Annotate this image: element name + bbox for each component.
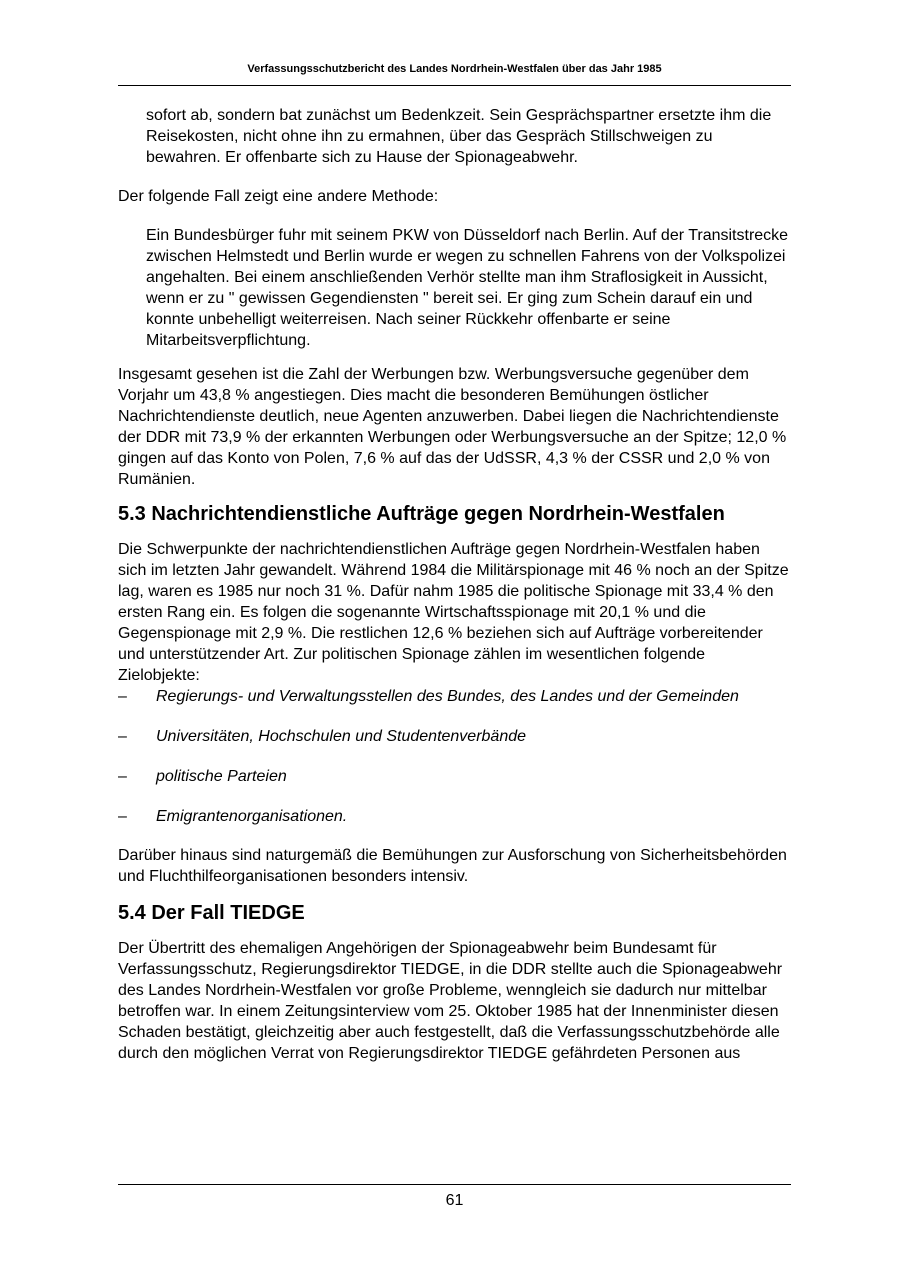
dash-icon: – <box>118 808 127 825</box>
section-heading-5-3: 5.3 Nachrichtendienstliche Aufträge gegen Nordrhein-Westfalen <box>118 503 725 525</box>
dash-icon: – <box>118 768 127 785</box>
header-rule <box>118 85 791 86</box>
list-item-text: Emigrantenorganisationen. <box>156 808 348 825</box>
section-heading-5-4: 5.4 Der Fall TIEDGE <box>118 902 305 924</box>
list-item <box>118 806 791 827</box>
page-header: Verfassungsschutzbericht des Landes Nordrhein-Westfalen über das Jahr 1985 <box>247 63 662 75</box>
list-item <box>118 726 791 747</box>
paragraph-continuation: sofort ab, sondern bat zunächst um Bedenkzeit. Sein Gesprächspartner ersetzte ihm die Reisekosten, nicht ohne ihn zu ermahnen, über das Gespräch Stillschweigen zu bewahren. Er offenbarte sich zu Hause der Spionageabwehr. <box>146 107 772 166</box>
dash-icon: – <box>118 728 127 745</box>
footer-rule <box>118 1184 791 1185</box>
paragraph-security-agencies: Darüber hinaus sind naturgemäß die Bemühungen zur Ausforschung von Sicherheitsbehörden und Fluchthilfeorganisationen besonders intensiv. <box>118 847 787 885</box>
page-body <box>118 105 791 1064</box>
list-item-text: politische Parteien <box>156 768 287 785</box>
paragraph-intelligence-tasks: Die Schwerpunkte der nachrichtendienstlichen Aufträge gegen Nordrhein-Westfalen haben sich im letzten Jahr gewandelt. Während 1984 die Militärspionage mit 46 % noch an der Spitze lag, waren es 1985 nur noch 31 %. Dafür nahm 1985 die politische Spionage mit 33,4 % den ersten Rang ein. Es folgen die sogenannte Wirtschaftsspionage mit 20,1 % und die Gegenspionage mit 2,9 %. Die restlichen 12,6 % beziehen sich auf Aufträge vorbereitender und unterstützender Art. Zur politischen Spionage zählen im wesentlichen folgende Zielobjekte: <box>118 541 789 684</box>
list-item-text: Regierungs- und Verwaltungsstellen des Bundes, des Landes und der Gemeinden <box>156 688 739 705</box>
list-item <box>118 686 791 707</box>
paragraph-tiedge-case: Der Übertritt des ehemaligen Angehörigen der Spionageabwehr beim Bundesamt für Verfassungsschutz, Regierungsdirektor TIEDGE, in die DDR stellte auch die Spionageabwehr des Landes Nordrhein-Westfalen vor große Probleme, wenngleich sie dadurch nur mittelbar betroffen war. In einem Zeitungsinterview vom 25. Oktober 1985 hat der Innenminister diesen Schaden bestätigt, gleichzeitig aber auch festgestellt, daß die Verfassungsschutzbehörde alle durch den möglichen Verrat von Regierungsdirektor TIEDGE gefährdeten Personen aus <box>118 940 783 1062</box>
dash-icon: – <box>118 688 127 705</box>
target-objects-list <box>118 686 791 827</box>
page-number: 61 <box>445 1192 464 1209</box>
list-item <box>118 766 791 787</box>
paragraph-case-example: Ein Bundesbürger fuhr mit seinem PKW von Düsseldorf nach Berlin. Auf der Transitstrecke zwischen Helmstedt und Berlin wurde er wegen zu schnellen Fahrens von der Volkspolizei angehalten. Bei einem anschließenden Verhör stellte man ihm Straflosigkeit in Aussicht, wenn er zu " gewissen Gegendiensten " bereit sei. Er ging zum Schein darauf ein und konnte unbehelligt weiterreisen. Nach seiner Rückkehr offenbarte er seine Mitarbeitsverpflichtung. <box>146 227 789 349</box>
list-item-text: Universitäten, Hochschulen und Studentenverbände <box>156 728 527 745</box>
paragraph-recruitment-stats: Insgesamt gesehen ist die Zahl der Werbungen bzw. Werbungsversuche gegenüber dem Vorjahr um 43,8 % angestiegen. Dies macht die besonderen Bemühungen östlicher Nachrichtendienste deutlich, neue Agenten anzuwerben. Dabei liegen die Nachrichtendienste der DDR mit 73,9 % der erkannten Werbungen oder Werbungsversuche an der Spitze; 12,0 % gingen auf das Konto von Polen, 7,6 % auf das der UdSSR, 4,3 % der CSSR und 2,0 % von Rumänien. <box>118 366 787 488</box>
paragraph-method-intro: Der folgende Fall zeigt eine andere Methode: <box>118 188 439 205</box>
